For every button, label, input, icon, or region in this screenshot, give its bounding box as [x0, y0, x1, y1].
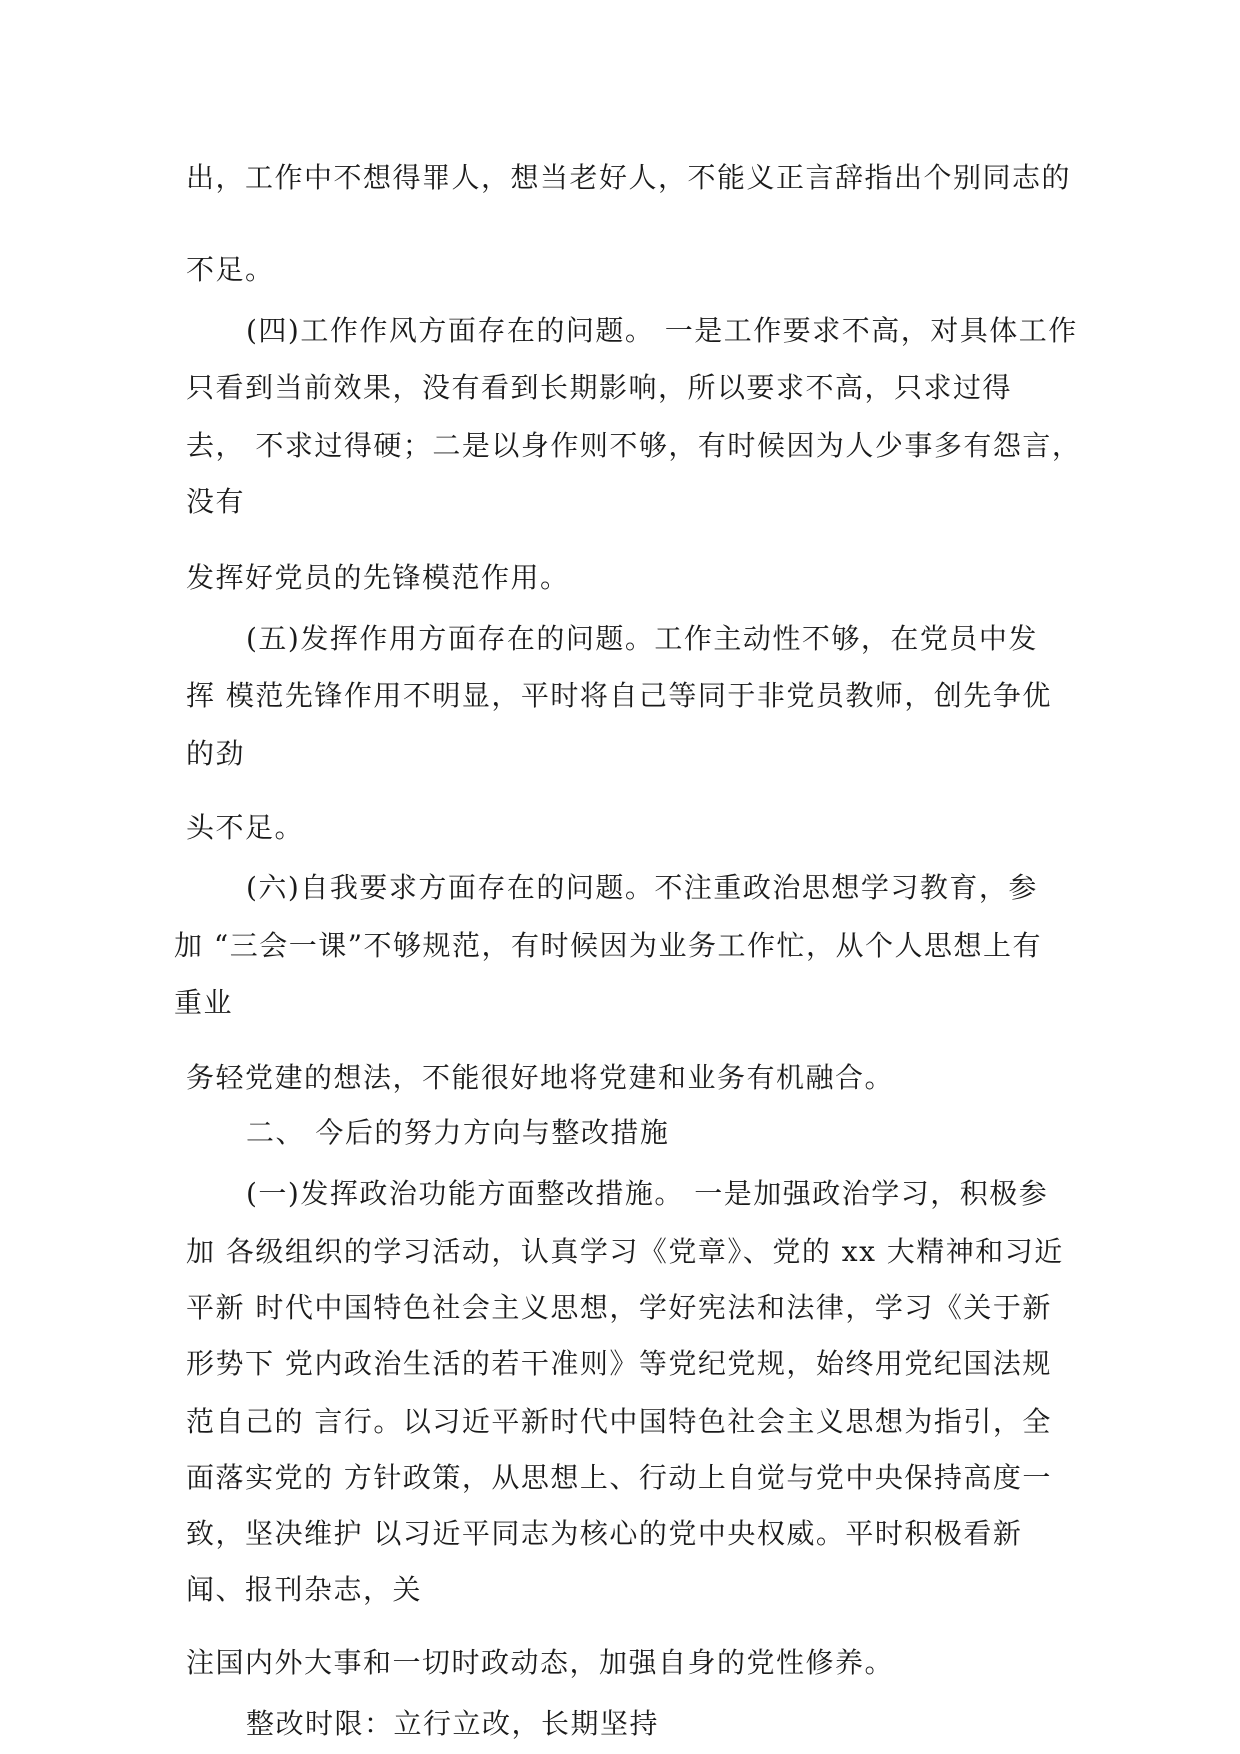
text-line-13: 加 “三会一课”不够规范，有时候因为业务工作忙，从个人思想上有 — [174, 929, 1043, 962]
text-line-12: (六)自我要求方面存在的问题。不注重政治思想学习教育，参 — [246, 871, 1038, 904]
text-line-25: 注国内外大事和一切时政动态，加强自身的党性修养。 — [186, 1646, 895, 1679]
text-line-20: 形势下 党内政治生活的若干准则》等党纪党规，始终用党纪国法规 — [186, 1347, 1052, 1380]
text-line-6: 没有 — [186, 485, 246, 518]
text-line-9: 挥 模范先锋作用不明显，平时将自己等同于非党员教师，创先争优 — [186, 679, 1052, 712]
text-line-10: 的劲 — [186, 737, 246, 770]
text-line-3: (四)工作作风方面存在的问题。 一是工作要求不高，对具体工作 — [246, 314, 1078, 347]
text-line-22: 面落实党的 方针政策，从思想上、行动上自觉与党中央保持高度一 — [186, 1461, 1052, 1494]
text-line-8: (五)发挥作用方面存在的问题。工作主动性不够，在党员中发 — [246, 622, 1038, 655]
text-line-15: 务轻党建的想法，不能很好地将党建和业务有机融合。 — [186, 1061, 895, 1094]
text-line-21: 范自己的 言行。以习近平新时代中国特色社会主义思想为指引，全 — [186, 1405, 1052, 1438]
text-line-11: 头不足。 — [186, 811, 305, 844]
text-line-19: 平新 时代中国特色社会主义思想，学好宪法和法律，学习《关于新 — [186, 1291, 1052, 1324]
text-line-7: 发挥好党员的先锋模范作用。 — [186, 561, 570, 594]
text-line-26: 整改时限：立行立改，长期坚持 — [246, 1707, 660, 1740]
text-line-24: 闻、报刊杂志，关 — [186, 1573, 423, 1606]
text-line-2: 不足。 — [186, 253, 275, 286]
section-heading: 二、 今后的努力方向与整改措施 — [246, 1116, 670, 1149]
text-line-17: (一)发挥政治功能方面整改措施。 一是加强政治学习，积极参 — [246, 1177, 1049, 1210]
text-line-1: 出，工作中不想得罪人，想当老好人，不能义正言辞指出个别同志的 — [186, 161, 1072, 194]
text-line-14: 重业 — [174, 986, 234, 1019]
text-line-23: 致，坚决维护 以习近平同志为核心的党中央权威。平时积极看新 — [186, 1517, 1023, 1550]
text-line-4: 只看到当前效果，没有看到长期影响，所以要求不高，只求过得 — [186, 371, 1013, 404]
text-line-18: 加 各级组织的学习活动，认真学习《党章》、党的 xx 大精神和习近 — [186, 1235, 1064, 1268]
text-line-5: 去， 不求过得硬；二是以身作则不够，有时候因为人少事多有怨言， — [186, 429, 1082, 462]
